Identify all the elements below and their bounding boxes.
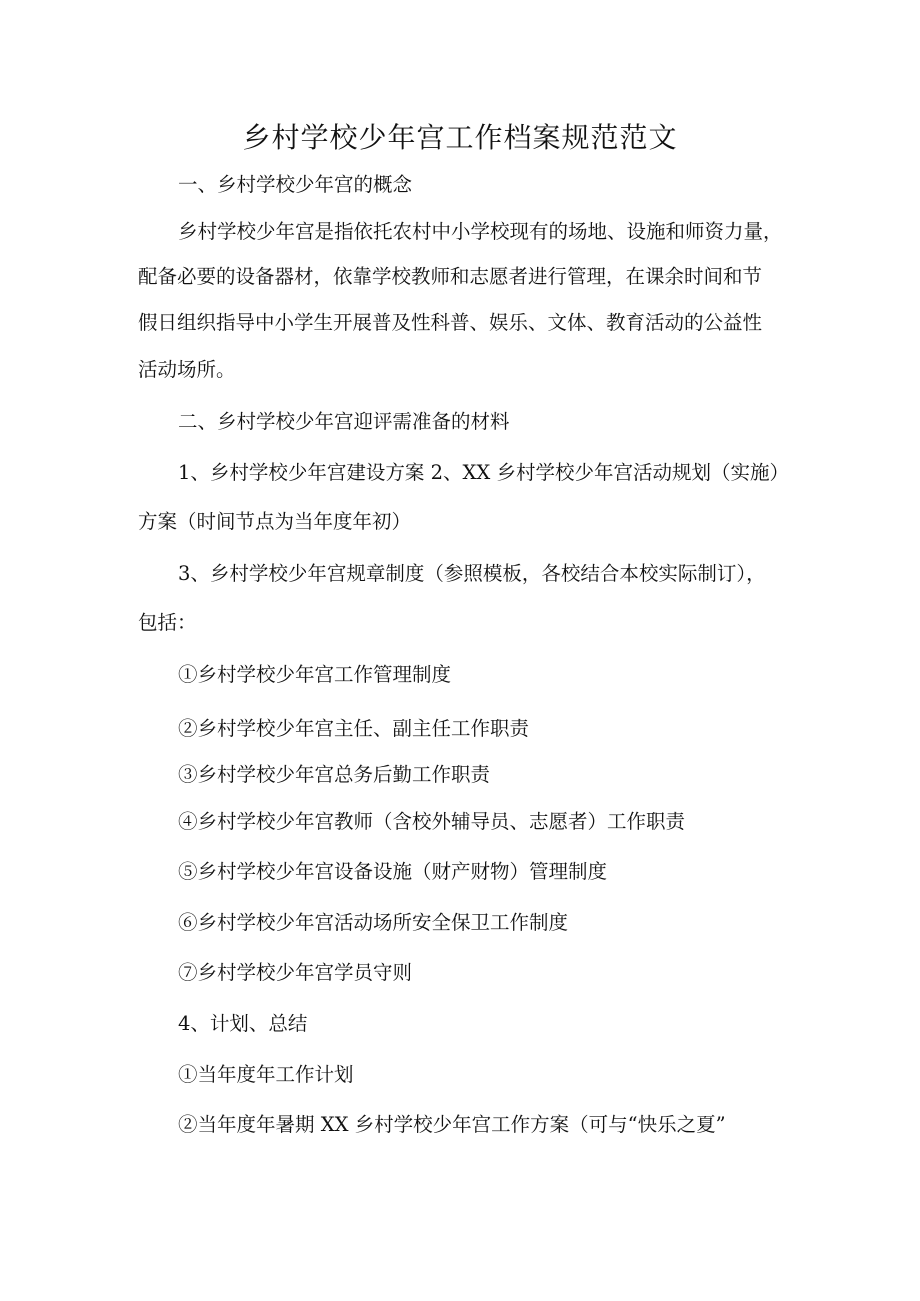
paragraph-line: 乡村学校少年宫是指依托农村中小学校现有的场地、设施和师资力量，: [178, 220, 783, 243]
sub-list-item: ④乡村学校少年宫教师（含校外辅导员、志愿者）工作职责: [178, 810, 686, 833]
list-item-continued: 包括：: [138, 611, 197, 634]
sub-list-item: ②当年度年暑期 XX 乡村学校少年宫工作方案（可与“快乐之夏”: [178, 1113, 726, 1136]
document-title: 乡村学校少年宫工作档案规范范文: [242, 121, 678, 154]
sub-list-item: ⑦乡村学校少年宫学员守则: [178, 961, 413, 984]
list-item: 3、乡村学校少年宫规章制度（参照模板，各校结合本校实际制订），: [178, 562, 766, 585]
paragraph-line: 假日组织指导中小学生开展普及性科普、娱乐、文体、教育活动的公益性: [138, 311, 763, 334]
sub-list-item: ①当年度年工作计划: [178, 1063, 354, 1086]
sub-list-item: ①乡村学校少年宫工作管理制度: [178, 663, 452, 686]
list-item: 4、计划、总结: [178, 1012, 308, 1035]
sub-list-item: ⑥乡村学校少年宫活动场所安全保卫工作制度: [178, 911, 569, 934]
list-item: 1、乡村学校少年宫建设方案 2、XX 乡村学校少年宫活动规划（实施）: [178, 461, 789, 484]
paragraph-line: 活动场所。: [138, 358, 236, 381]
section-heading-1: 一、乡村学校少年宫的概念: [178, 173, 413, 196]
sub-list-item: ⑤乡村学校少年宫设备设施（财产财物）管理制度: [178, 860, 608, 883]
section-heading-2: 二、乡村学校少年宫迎评需准备的材料: [178, 410, 510, 433]
sub-list-item: ③乡村学校少年宫总务后勤工作职责: [178, 763, 491, 786]
sub-list-item: ②乡村学校少年宫主任、副主任工作职责: [178, 717, 530, 740]
paragraph-line: 配备必要的设备器材，依靠学校教师和志愿者进行管理，在课余时间和节: [138, 265, 763, 288]
list-item-continued: 方案（时间节点为当年度年初）: [138, 510, 412, 533]
